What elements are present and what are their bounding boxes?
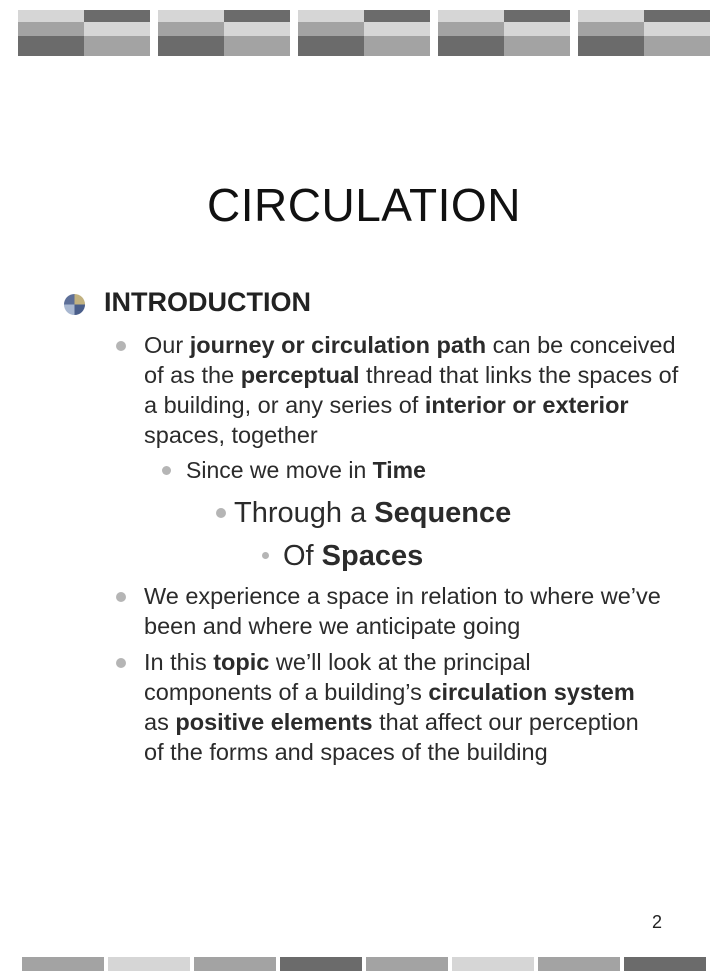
sub-bullet-spaces: Of Spaces (283, 540, 424, 572)
bullet-dot-icon (116, 592, 126, 602)
slide-title: CIRCULATION (207, 179, 521, 231)
bullet-dot-icon (262, 552, 269, 559)
bullet-paragraph-2: We experience a space in relation to where we’ve been and where we anticipate going (144, 583, 661, 639)
sub-bullet-time: Since we move in Time (186, 457, 426, 483)
bullet-dot-icon (216, 508, 226, 518)
bullet-dot-icon (162, 466, 171, 475)
sub-bullet-sequence: Through a Sequence (234, 497, 512, 529)
bullet-paragraph-1: Our journey or circulation path can be conceived of as the perceptual thread that links the spaces of a building, or any series of interior or exterior spaces, together (144, 332, 679, 448)
section-heading: INTRODUCTION (104, 287, 311, 317)
bottom-decorative-band (0, 957, 728, 971)
pie-quadrant-icon (63, 293, 86, 316)
bullet-dot-icon (116, 341, 126, 351)
bullet-paragraph-3: In this topic we’ll look at the principal components of a building’s circulation system as positive elements that affect our perception of the forms and spaces of the building (144, 649, 639, 765)
bullet-dot-icon (116, 658, 126, 668)
top-decorative-band (0, 0, 728, 65)
page-number: 2 (652, 912, 663, 932)
